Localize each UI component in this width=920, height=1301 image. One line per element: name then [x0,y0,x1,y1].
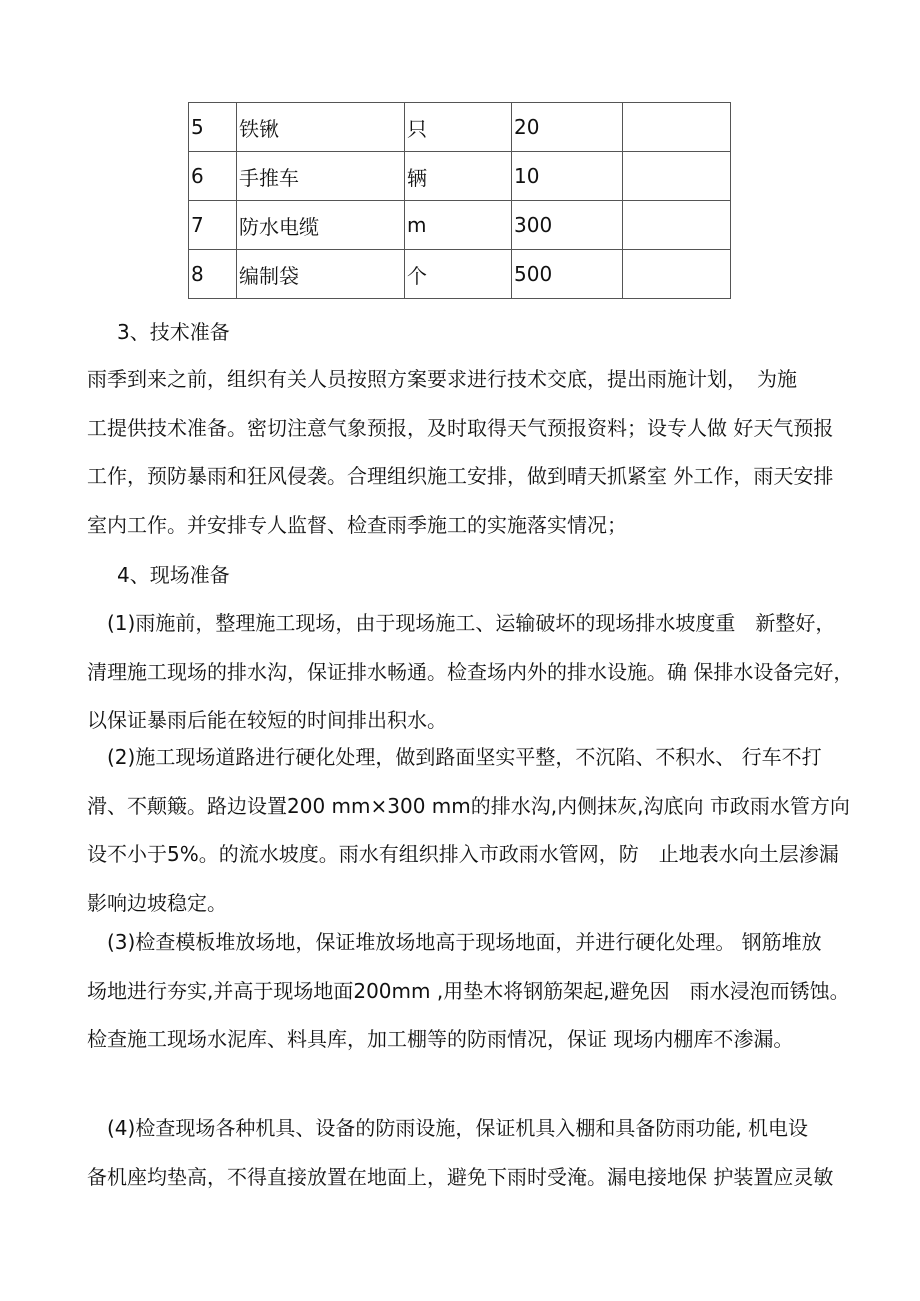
text-line: 室内工作。并安排专人监督、检查雨季施工的实施落实情况； [87,512,627,537]
unit-cell: 个 [405,250,512,299]
text-line: 场地进行夯实,并高于现场地面200mm ,用垫木将钢筋架起,避免因 雨水浸泡而锈蚀。 [87,978,850,1003]
section-3-paragraph [87,355,853,549]
unit-cell: 辆 [405,152,512,201]
section-4-heading: 4、现场准备 [117,563,230,587]
table-row [189,201,731,250]
table-row [189,250,731,299]
text-line: 工作，预防暴雨和狂风侵袭。合理组织施工安排，做到晴天抓紧室 外工作，雨天安排 [87,464,834,488]
section-4-item-4 [87,1104,853,1201]
remark-cell [623,103,731,152]
row-number-cell: 6 [189,152,237,201]
text-line: 雨季到来之前，组织有关人员按照方案要求进行技术交底，提出雨施计划， 为施 [87,367,797,391]
unit-cell: m [405,201,512,250]
unit-cell: 只 [405,103,512,152]
text-line: (4)检查现场各种机具、设备的防雨设施，保证机具入棚和具备防雨功能, 机电设 [87,1116,809,1140]
quantity-cell: 20 [512,103,623,152]
item-name-cell: 编制袋 [237,250,405,299]
text-line: 工提供技术准备。密切注意气象预报，及时取得天气预报资料；设专人做 好天气预报 [87,415,834,440]
quantity-cell: 300 [512,201,623,250]
remark-cell [623,152,731,201]
row-number-cell: 8 [189,250,237,299]
text-line: 清理施工现场的排水沟，保证排水畅通。检查场内外的排水设施。确 保排水设备完好， [87,659,854,684]
remark-cell [623,201,731,250]
text-line: (1)雨施前，整理施工现场，由于现场施工、运输破坏的现场排水坡度重 新整好， [87,611,836,635]
text-line: (3)检查模板堆放场地，保证堆放场地高于现场地面，并进行硬化处理。 钢筋堆放 [87,930,822,954]
item-name-cell: 铁锹 [237,103,405,152]
table-row [189,152,731,201]
section-4-item-2 [87,733,853,927]
quantity-cell: 500 [512,250,623,299]
text-line: 以保证暴雨后能在较短的时间排出积水。 [87,708,447,732]
quantity-cell: 10 [512,152,623,201]
section-4-item-1 [87,599,853,745]
section-4-item-3 [87,918,853,1064]
row-number-cell: 7 [189,201,237,250]
text-line: 检查施工现场水泥库、料具库，加工棚等的防雨情况，保证 现场内棚库不渗漏。 [87,1027,794,1051]
text-line: 滑、不颠簸。路边设置200 mm×300 mm的排水沟,内侧抹灰,沟底向 市政雨水管方向 [87,793,850,818]
section-3-heading: 3、技术准备 [117,320,230,344]
text-line: 设不小于5%。的流水坡度。雨水有组织排入市政雨水管网，防 止地表水向土层渗漏 [87,842,839,866]
table-row [189,103,731,152]
text-line: 影响边坡稳定。 [87,890,227,915]
item-name-cell: 手推车 [237,152,405,201]
remark-cell [623,250,731,299]
text-line: 备机座均垫高，不得直接放置在地面上，避免下雨时受淹。漏电接地保 护装置应灵敏 [87,1164,834,1189]
text-line: (2)施工现场道路进行硬化处理，做到路面坚实平整，不沉陷、不积水、 行车不打 [87,745,822,769]
item-name-cell: 防水电缆 [237,201,405,250]
row-number-cell: 5 [189,103,237,152]
materials-table [188,102,731,299]
